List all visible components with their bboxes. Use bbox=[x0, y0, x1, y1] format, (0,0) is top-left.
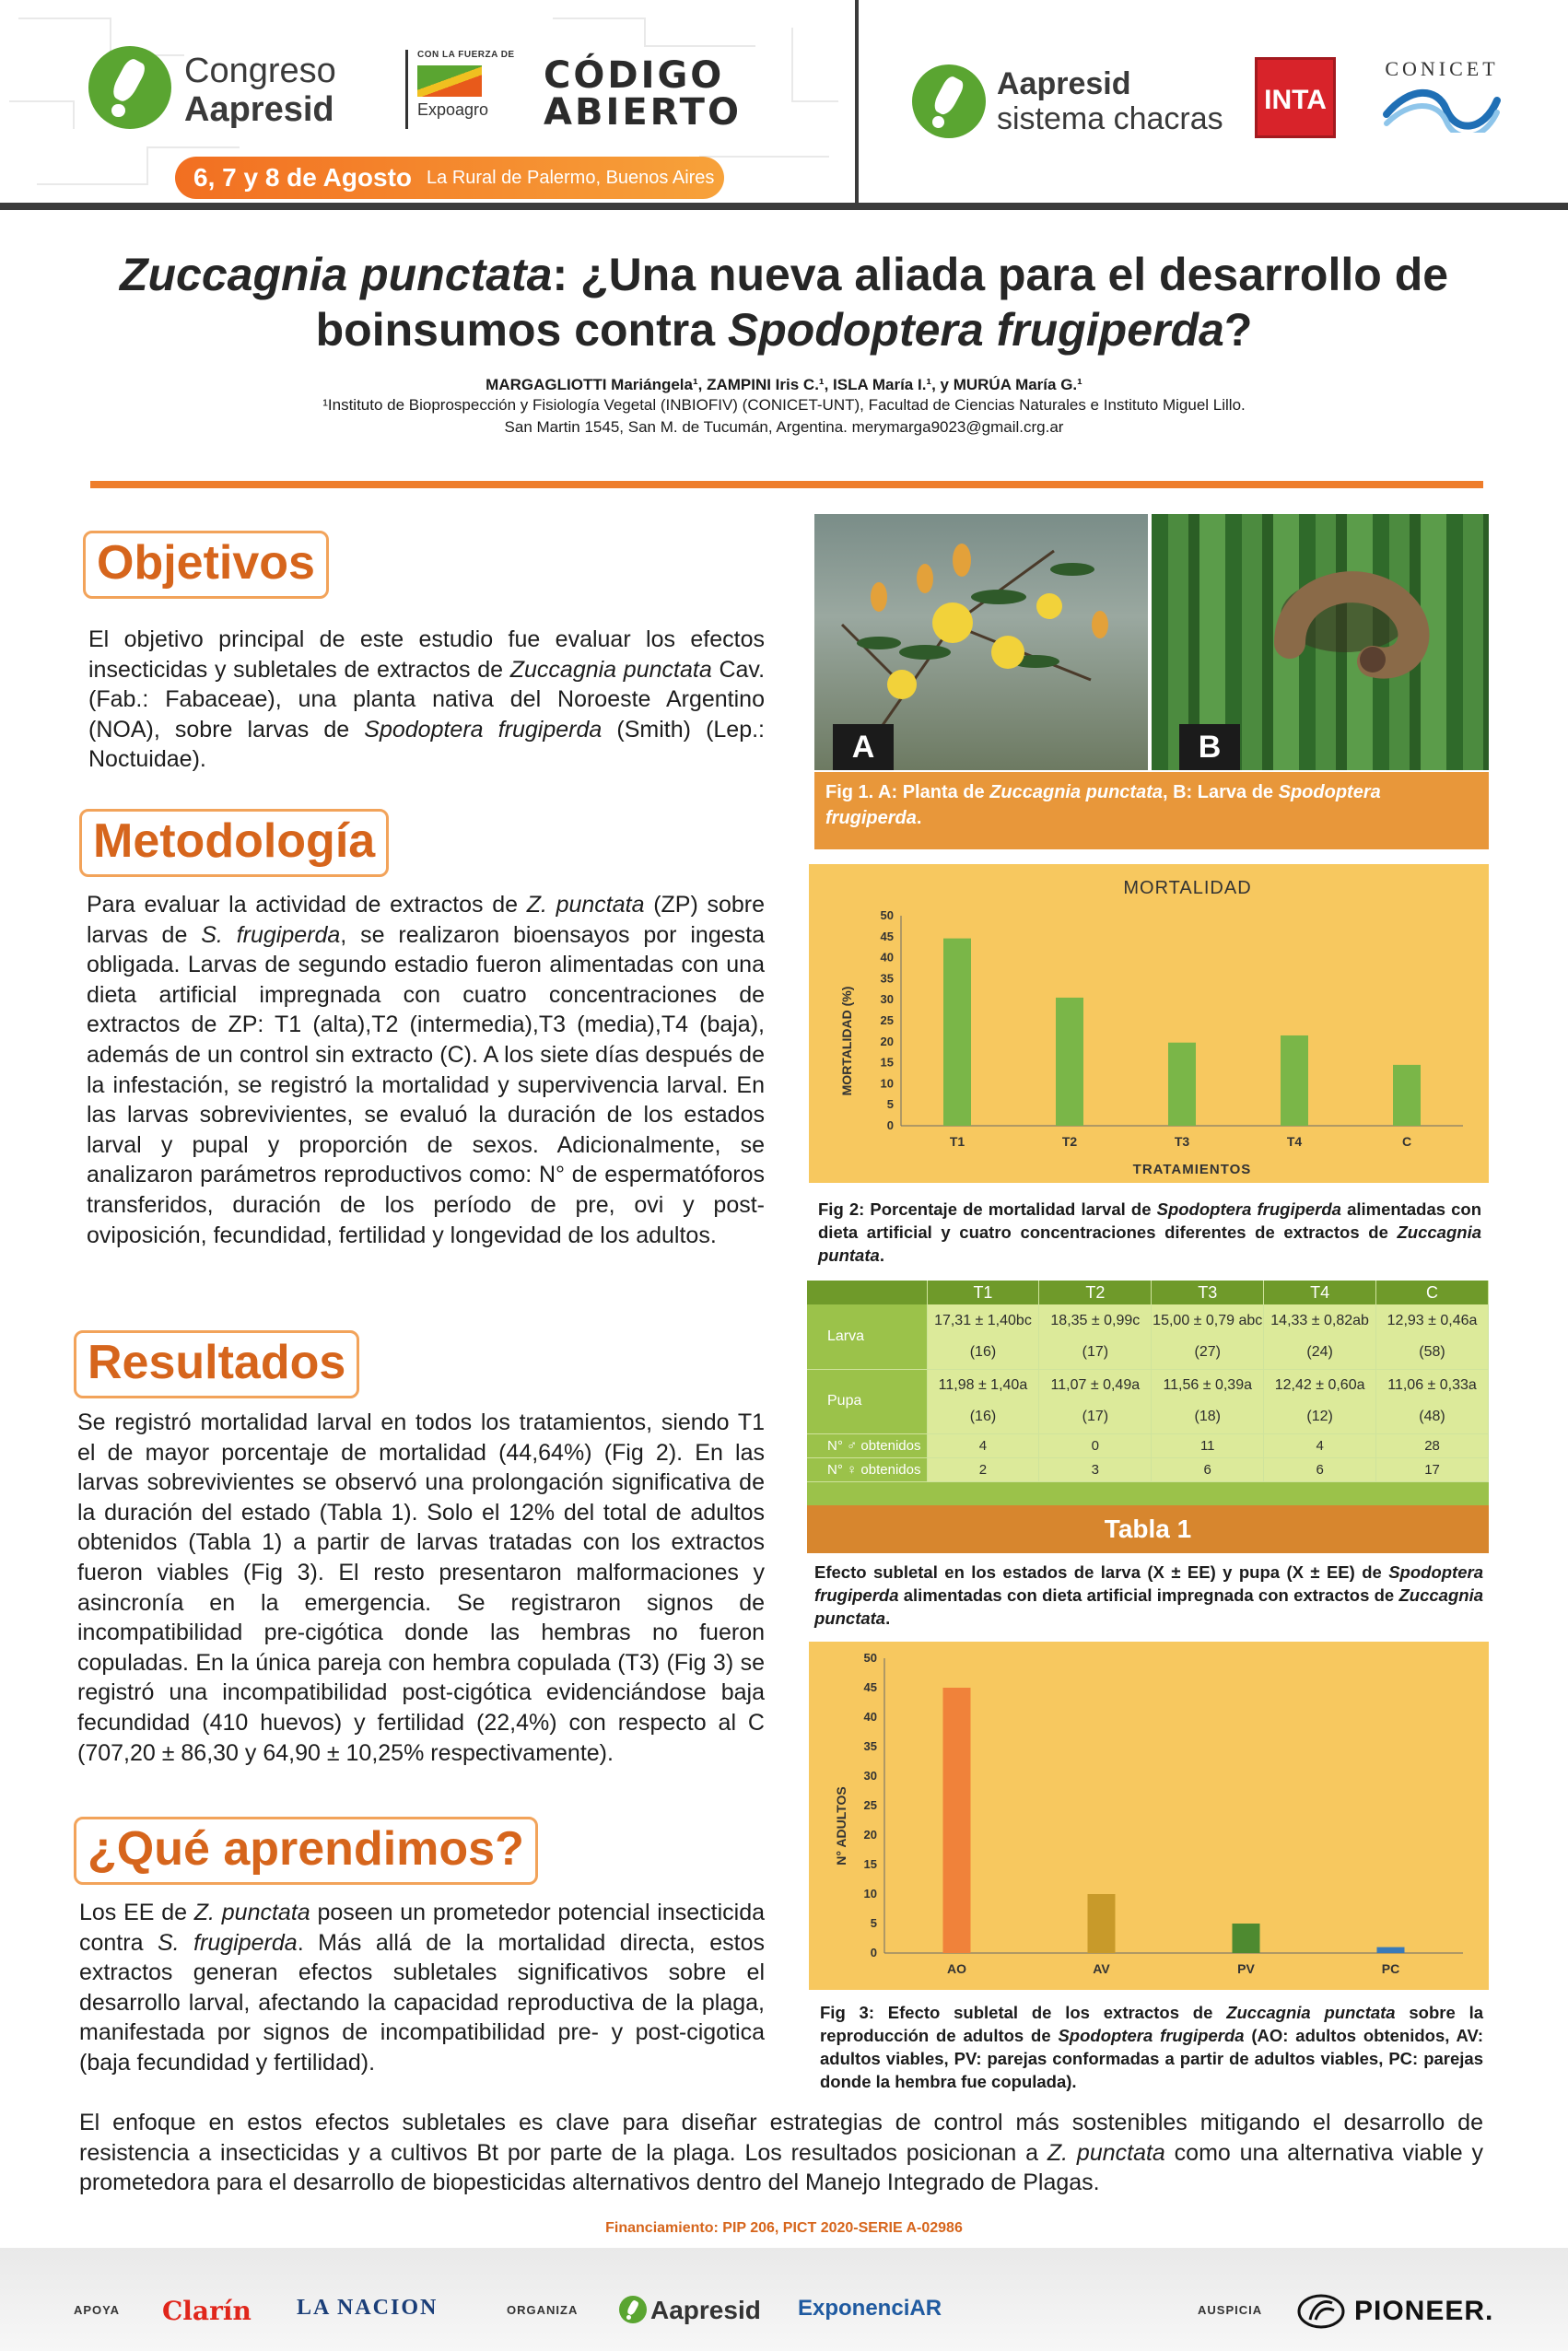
figure-2-caption: Fig 2: Porcentaje de mortalidad larval de Spodoptera frugiperda alimentadas con dieta artificial y cuatro concentraciones diferentes de extractos de Zuccagnia puntata. bbox=[818, 1199, 1482, 1265]
y-tick-label: 35 bbox=[863, 1739, 877, 1753]
event-place: La Rural de Palermo, Buenos Aires bbox=[427, 167, 715, 188]
inta-logo: INTA bbox=[1255, 57, 1336, 138]
table-cell: 6 bbox=[1264, 1457, 1376, 1481]
event-date: 6, 7 y 8 de Agosto bbox=[193, 163, 413, 192]
aapresid-footer-logo-icon bbox=[619, 2296, 647, 2323]
aapresid-logo-icon bbox=[88, 46, 171, 129]
x-tick-label: T1 bbox=[949, 1134, 965, 1149]
exponencial-logo: ExponenciAR bbox=[798, 2296, 942, 2321]
bar-t3 bbox=[1168, 1043, 1196, 1126]
table-row bbox=[807, 1457, 1489, 1481]
y-tick-label: 15 bbox=[880, 1055, 894, 1070]
sponsor-footer bbox=[0, 2248, 1568, 2351]
auspicia-label: AUSPICIA bbox=[1198, 2303, 1263, 2317]
table-cell: 17,31 ± 1,40bc (16) bbox=[927, 1304, 1039, 1369]
figure-3-caption: Fig 3: Efecto subletal de los extractos de Zuccagnia punctata sobre la reproducción de adultos de Spodoptera frugiperda (AO: adultos obtenidos, AV: adultos viables, PV: parejas conformadas a partir de adultos viables, PC: parejas donde la hembra fue copulada). bbox=[820, 2003, 1484, 2091]
conclusion-text: El enfoque en estos efectos subletales es clave para diseñar estrategias de control más sostenibles mitigando el desarrollo de resistencia a insecticidas y a cultivos Bt por parte de la plaga. Los resultados posicionan a Z. punctata como una alternativa viable y prometedora para el desarrollo de biopesticidas alternativos dentro del Manejo Integrado de Plagas. bbox=[79, 2110, 1483, 2196]
poster-title-block bbox=[37, 247, 1531, 439]
row-label: Pupa bbox=[807, 1369, 927, 1433]
y-tick-label: 45 bbox=[863, 1680, 877, 1694]
pioneer-logo-icon bbox=[1297, 2294, 1345, 2329]
y-tick-label: 50 bbox=[863, 1651, 877, 1665]
bar-t2 bbox=[1056, 998, 1083, 1126]
metodologia-text: Para evaluar la actividad de extractos de Z. punctata (ZP) sobre larvas de S. frugiperda, se realizaron bioensayos por ingesta obligada. Larvas de segundo estadio fueron alimentadas con una dieta artificial impregnada con cuatro concentraciones de extractos de ZP: T1 (alta),T2 (intermedia),T3 (media),T4 (baja), además de un control sin extracto (C). A los siete días después de la infestación, se registró la mortalidad y supervivencia larval. En las larvas sobrevivientes, se evaluó la duración de los estados larval y pupal y proporción de sexos. Adicionalmente, se analizaron parámetros reproductivos como: N° de espermatóforos transferidos, duración de los período de pre, ovi y post-oviposición, fecundidad, fertilidad y longevidad de los adultos. bbox=[87, 892, 765, 1248]
row-label: Larva bbox=[807, 1304, 927, 1369]
y-tick-label: 0 bbox=[886, 1118, 894, 1132]
y-tick-label: 30 bbox=[863, 1769, 877, 1783]
header-divider bbox=[855, 0, 859, 203]
y-tick-label: 25 bbox=[880, 1013, 894, 1027]
x-tick-label: AV bbox=[1093, 1961, 1110, 1976]
section-heading-objetivos: Objetivos bbox=[83, 531, 329, 599]
objetivos-text: El objetivo principal de este estudio fue evaluar los efectos insecticidas y subletales de extractos de Zuccagnia punctata Cav. (Fab.: Fabaceae), una planta nativa del Noroeste Argentino (NOA), sobre larvas de Spodoptera frugiperda (Smith) (Lep.: Noctuidae). bbox=[88, 626, 766, 773]
table-cell: 0 bbox=[1039, 1433, 1152, 1457]
y-tick-label: 30 bbox=[880, 992, 894, 1007]
congress-banner bbox=[0, 0, 855, 203]
conicet-logo: CONICET bbox=[1373, 57, 1511, 140]
y-tick-label: 25 bbox=[863, 1798, 877, 1812]
poster-title-line-2: boinsumos contra Spodoptera frugiperda? bbox=[315, 304, 1253, 356]
y-tick-label: 0 bbox=[870, 1946, 877, 1959]
table-cell: 4 bbox=[1264, 1433, 1376, 1457]
congreso-logo-text: Congreso Aapresid bbox=[184, 52, 336, 129]
y-tick-label: 45 bbox=[880, 929, 894, 943]
figure-1-label-b: B bbox=[1179, 724, 1240, 770]
codigo-abierto-logo: CÓDIGO ABIERTO bbox=[544, 54, 742, 134]
clarin-logo: Clarín bbox=[162, 2296, 252, 2326]
bar-t1 bbox=[943, 939, 971, 1126]
conicet-wave-icon bbox=[1382, 87, 1502, 133]
affiliation: ¹Instituto de Bioprospección y Fisiología Vegetal (INBIOFIV) (CONICET-UNT), Facultad de Ciencias Naturales e Instituto Miguel Lillo. bbox=[322, 396, 1246, 414]
table-cell: 12,93 ± 0,46a (58) bbox=[1376, 1304, 1489, 1369]
la-nacion-logo: LA NACION bbox=[297, 2296, 439, 2320]
table-cell: 18,35 ± 0,99c (17) bbox=[1039, 1304, 1152, 1369]
bar-t4 bbox=[1281, 1035, 1308, 1126]
table-row bbox=[807, 1433, 1489, 1457]
section-heading-metodologia: Metodología bbox=[79, 809, 389, 877]
aapresid-footer-logo: Aapresid bbox=[650, 2296, 761, 2324]
x-tick-label: T4 bbox=[1286, 1134, 1303, 1149]
y-tick-label: 35 bbox=[880, 971, 894, 986]
table-cell: 14,33 ± 0,82ab (24) bbox=[1264, 1304, 1376, 1369]
bar-pv bbox=[1233, 1924, 1260, 1953]
table-header-cell bbox=[807, 1281, 927, 1304]
data-table bbox=[807, 1281, 1489, 1482]
table-header-cell: C bbox=[1376, 1281, 1489, 1304]
table-cell: 11,07 ± 0,49a (17) bbox=[1039, 1369, 1152, 1433]
table-header-cell: T4 bbox=[1264, 1281, 1376, 1304]
bar-c bbox=[1393, 1065, 1421, 1126]
table-row bbox=[807, 1304, 1489, 1369]
figure-1-caption: Fig 1. A: Planta de Zuccagnia punctata, B: Larva de Spodoptera frugiperda. bbox=[814, 772, 1489, 849]
event-date-pill bbox=[175, 157, 724, 199]
aprendimos-text: Los EE de Z. punctata poseen un prometedor potencial insecticida contra S. frugiperda. Más allá de la mortalidad directa, estos extractos generan efectos subletales significativos sobre el desarrollo larval, afectando la capacidad reproductiva de la plaga, manifestada por signos de incompatibilidad pre- y post-cigotica (baja fecundidad y fertilidad). bbox=[79, 1900, 766, 2076]
authors: MARGAGLIOTTI Mariángela¹, ZAMPINI Iris C.¹, ISLA María I.¹, y MURÚA María G.¹ bbox=[486, 376, 1082, 393]
figure-3-chart bbox=[809, 1642, 1489, 1990]
apoya-label: APOYA bbox=[74, 2303, 121, 2317]
bar-pc bbox=[1377, 1947, 1405, 1953]
aapresid-chacras-logo-icon bbox=[912, 64, 986, 138]
y-tick-label: 5 bbox=[870, 1916, 877, 1930]
organiza-label: ORGANIZA bbox=[507, 2303, 579, 2317]
figure-2-chart bbox=[809, 864, 1489, 1183]
table-cell: 11 bbox=[1152, 1433, 1264, 1457]
y-tick-label: 20 bbox=[880, 1034, 894, 1048]
table-header-cell: T1 bbox=[927, 1281, 1039, 1304]
adults-bar-chart bbox=[809, 1642, 1489, 1990]
table-cell: 2 bbox=[927, 1457, 1039, 1481]
table-cell: 11,98 ± 1,40a (16) bbox=[927, 1369, 1039, 1433]
y-tick-label: 10 bbox=[880, 1076, 894, 1091]
table-cell: 4 bbox=[927, 1433, 1039, 1457]
bar-ao bbox=[943, 1688, 971, 1953]
y-tick-label: 50 bbox=[880, 908, 894, 922]
chart-ylabel: MORTALIDAD (%) bbox=[839, 986, 854, 1096]
y-tick-label: 5 bbox=[886, 1097, 894, 1112]
x-tick-label: PC bbox=[1381, 1961, 1400, 1976]
expoagro-logo: CON LA FUERZA DE Expoagro bbox=[405, 50, 516, 129]
table-cell: 3 bbox=[1039, 1457, 1152, 1481]
chacras-logo-text: Aapresid sistema chacras bbox=[997, 66, 1223, 136]
table-cell: 12,42 ± 0,60a (12) bbox=[1264, 1369, 1376, 1433]
table-row bbox=[807, 1369, 1489, 1433]
y-tick-label: 10 bbox=[863, 1887, 877, 1901]
x-tick-label: C bbox=[1401, 1134, 1412, 1149]
chart-title: MORTALIDAD bbox=[1123, 878, 1252, 898]
resultados-text: Se registró mortalidad larval en todos los tratamientos, siendo T1 el de mayor porcentaje de mortalidad (44,64%) (Fig 2). En las larvas sobrevivientes se observó una prolongación significativa de la duración del estado (Tabla 1). Solo el 12% del total de adultos obtenidos (Tabla 1) a partir de larvas tratadas con los extractos fueron viables (Fig 3). El resto presentaron malformaciones y asincronía en la emergencia. Se registraron signos de incompatibilidad pre-cigótica donde las hembras no fueron copuladas. En la única pareja con hembra copulada (T3) (Fig 3) se registró una incompatibilidad post-cigótica evidenciándose baja fecundidad (410 huevos) y fertilidad (22,4%) con respecto al C (707,20 ± 86,30 y 64,90 ± 10,25% respectivamente). bbox=[77, 1409, 765, 1766]
row-label: N° ♀ obtenidos bbox=[807, 1457, 927, 1481]
title-divider bbox=[90, 481, 1483, 488]
poster-header bbox=[0, 0, 1568, 210]
expoagro-flag-icon bbox=[417, 65, 482, 97]
table-header-cell: T2 bbox=[1039, 1281, 1152, 1304]
y-tick-label: 40 bbox=[863, 1710, 877, 1724]
pioneer-logo: PIONEER. bbox=[1354, 2296, 1494, 2326]
x-tick-label: AO bbox=[947, 1961, 966, 1976]
table-1-title: Tabla 1 bbox=[807, 1505, 1489, 1553]
chart-xlabel: TRATAMIENTOS bbox=[1132, 1162, 1252, 1177]
bar-av bbox=[1088, 1894, 1116, 1953]
mortality-bar-chart bbox=[809, 864, 1489, 1183]
table-cell: 17 bbox=[1376, 1457, 1489, 1481]
table-cell: 28 bbox=[1376, 1433, 1489, 1457]
y-tick-label: 15 bbox=[863, 1857, 877, 1871]
table-cell: 11,56 ± 0,39a (18) bbox=[1152, 1369, 1264, 1433]
y-tick-label: 40 bbox=[880, 950, 894, 965]
chart-ylabel: N° ADULTOS bbox=[834, 1786, 848, 1866]
table-cell: 15,00 ± 0,79 abc (27) bbox=[1152, 1304, 1264, 1369]
table-cell: 11,06 ± 0,33a (48) bbox=[1376, 1369, 1489, 1433]
table-header-row bbox=[807, 1281, 1489, 1304]
funding-note: Financiamiento: PIP 206, PICT 2020-SERIE A-02986 bbox=[605, 2220, 963, 2236]
row-label: N° ♂ obtenidos bbox=[807, 1433, 927, 1457]
figure-1 bbox=[814, 514, 1489, 770]
section-heading-aprendimos: ¿Qué aprendimos? bbox=[74, 1817, 538, 1885]
table-header-cell: T3 bbox=[1152, 1281, 1264, 1304]
x-tick-label: T3 bbox=[1174, 1134, 1190, 1149]
affiliation-address: San Martin 1545, San M. de Tucumán, Argentina. merymarga9023@gmail.crg.ar bbox=[504, 418, 1064, 436]
larva-photo bbox=[1152, 514, 1489, 770]
y-tick-label: 20 bbox=[863, 1828, 877, 1842]
figure-1-label-a: A bbox=[833, 724, 894, 770]
section-heading-resultados: Resultados bbox=[74, 1330, 359, 1398]
poster-title-line-1: Zuccagnia punctata: ¿Una nueva aliada para el desarrollo de bbox=[119, 249, 1449, 300]
table-cell: 6 bbox=[1152, 1457, 1264, 1481]
table-1-caption: Efecto subletal en los estados de larva (X ± EE) y pupa (X ± EE) de Spodoptera frugiperda alimentadas con dieta artificial impregnada con extractos de Zuccagnia punctata. bbox=[814, 1562, 1483, 1628]
x-tick-label: T2 bbox=[1061, 1134, 1078, 1149]
x-tick-label: PV bbox=[1237, 1961, 1255, 1976]
plant-photo bbox=[814, 514, 1148, 770]
